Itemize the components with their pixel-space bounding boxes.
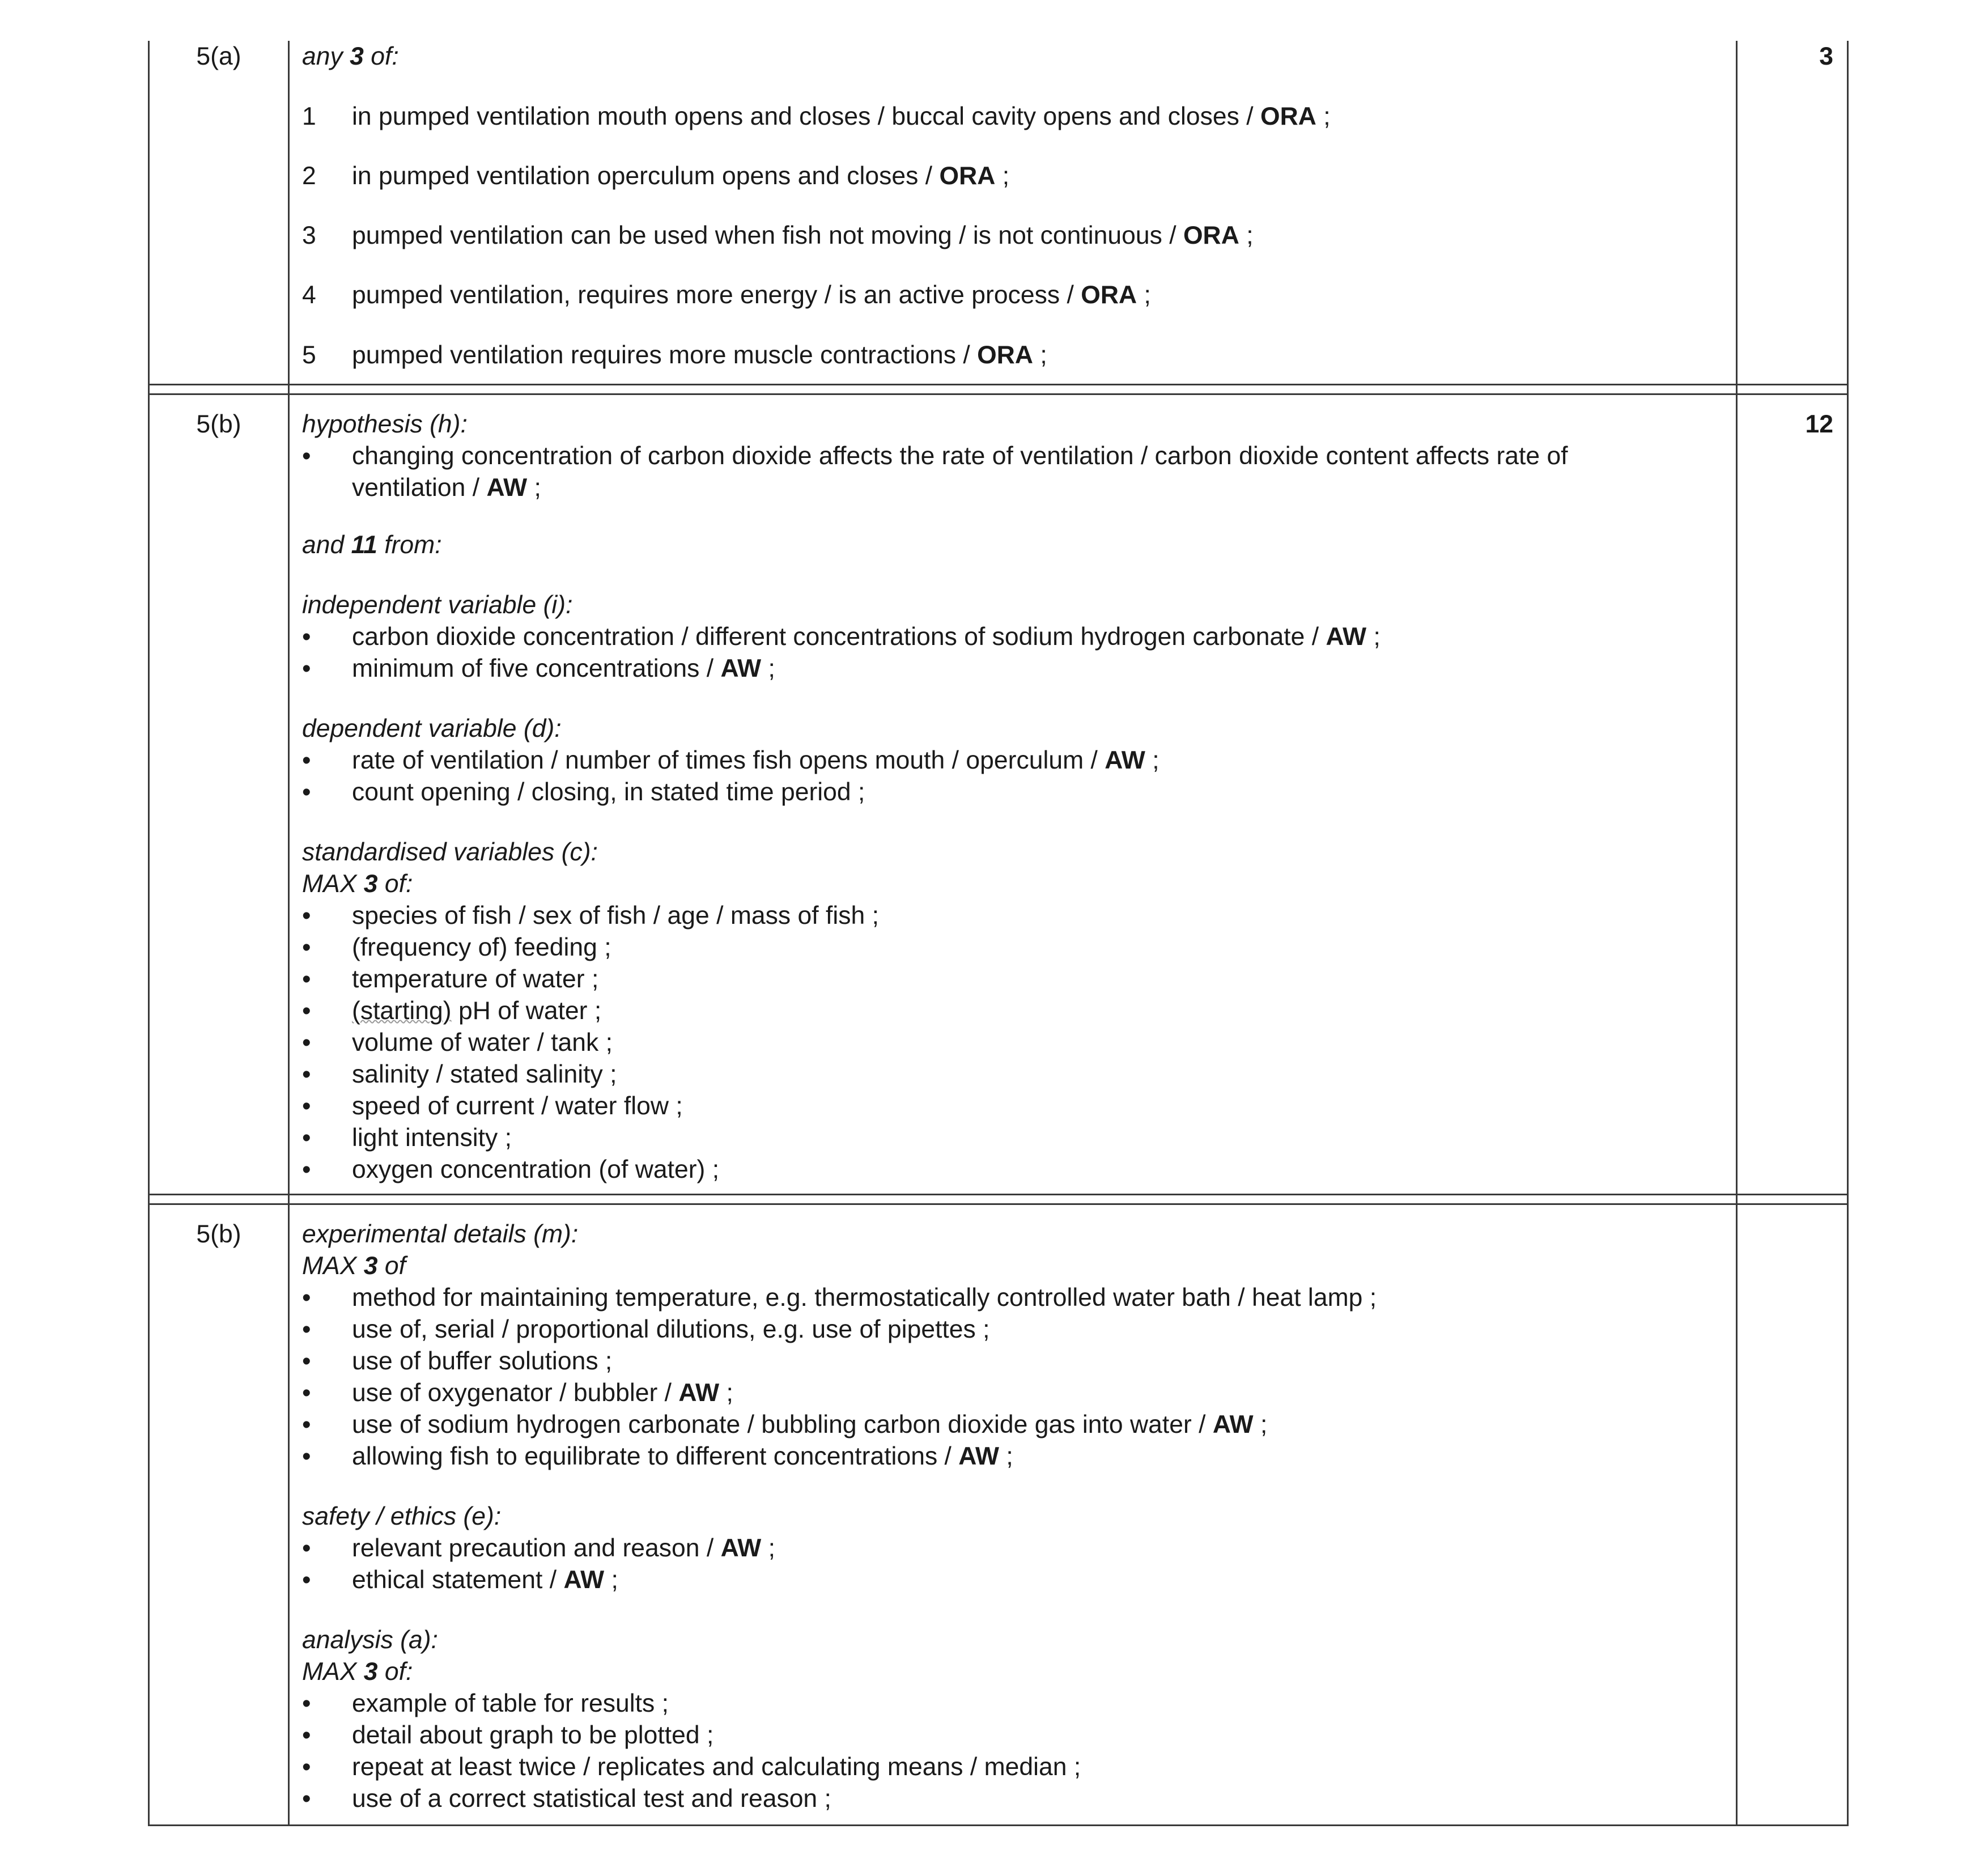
column-divider-question bbox=[288, 41, 290, 1826]
bullet-item: • temperature of water ; bbox=[302, 965, 599, 993]
marks-value: 3 bbox=[1819, 43, 1833, 70]
max-instruction: MAX 3 of: bbox=[302, 1658, 413, 1686]
section-heading: independent variable (i): bbox=[302, 591, 573, 619]
answer-point: 4 pumped ventilation, requires more energy / is an active process / ORA ; bbox=[302, 281, 1151, 309]
bullet-item: • minimum of five concentrations / AW ; bbox=[302, 655, 775, 682]
answer-point: 2 in pumped ventilation operculum opens and closes / ORA ; bbox=[302, 162, 1010, 190]
max-instruction: MAX 3 of bbox=[302, 1252, 406, 1280]
spellcheck-underlined-word: (starting) bbox=[352, 997, 452, 1025]
bullet-item: • carbon dioxide concentration / different concentrations of sodium hydrogen carbonate / AW ; bbox=[302, 623, 1380, 651]
row-separator bbox=[148, 384, 1849, 395]
instruction-line: any 3 of: bbox=[302, 43, 399, 70]
bullet-item: • salinity / stated salinity ; bbox=[302, 1060, 617, 1088]
bullet-item: • oxygen concentration (of water) ; bbox=[302, 1156, 720, 1183]
instruction-line: and 11 from: bbox=[302, 531, 442, 559]
bullet-item: • use of a correct statistical test and reason ; bbox=[302, 1785, 831, 1813]
bullet-item: • ethical statement / AW ; bbox=[302, 1566, 618, 1594]
section-heading: experimental details (m): bbox=[302, 1220, 579, 1248]
bullet-continuation: ventilation / AW ; bbox=[352, 474, 541, 502]
bullet-item: • use of, serial / proportional dilutions, e.g. use of pipettes ; bbox=[302, 1315, 990, 1343]
answer-point: 3 pumped ventilation can be used when fish not moving / is not continuous / ORA ; bbox=[302, 222, 1254, 249]
bullet-item: • (starting) pH of water ; bbox=[302, 997, 602, 1025]
section-heading: dependent variable (d): bbox=[302, 715, 562, 742]
bullet-item: • use of sodium hydrogen carbonate / bubbling carbon dioxide gas into water / AW ; bbox=[302, 1411, 1268, 1438]
bullet-item: • use of buffer solutions ; bbox=[302, 1347, 613, 1375]
question-number: 5(b) bbox=[196, 1220, 241, 1248]
question-number: 5(b) bbox=[196, 410, 241, 438]
bullet-item: • volume of water / tank ; bbox=[302, 1029, 613, 1056]
bullet-item: • relevant precaution and reason / AW ; bbox=[302, 1534, 776, 1562]
row-separator bbox=[148, 1194, 1849, 1205]
bullet-item: • (frequency of) feeding ; bbox=[302, 933, 611, 961]
column-divider-marks bbox=[1736, 41, 1738, 1826]
answer-point: 5 pumped ventilation requires more muscle contractions / ORA ; bbox=[302, 341, 1047, 369]
bullet-item: • count opening / closing, in stated time period ; bbox=[302, 778, 865, 806]
max-instruction: MAX 3 of: bbox=[302, 870, 413, 898]
bullet-item: • repeat at least twice / replicates and calculating means / median ; bbox=[302, 1753, 1081, 1781]
section-heading: hypothesis (h): bbox=[302, 410, 468, 438]
bullet-item: • detail about graph to be plotted ; bbox=[302, 1721, 714, 1749]
bullet-item: • species of fish / sex of fish / age / mass of fish ; bbox=[302, 902, 879, 930]
bullet-item: • method for maintaining temperature, e.g. thermostatically controlled water bath / heat lamp ; bbox=[302, 1284, 1377, 1312]
bullet-item: • light intensity ; bbox=[302, 1124, 512, 1152]
answer-point: 1 in pumped ventilation mouth opens and closes / buccal cavity opens and closes / ORA ; bbox=[302, 103, 1331, 130]
section-heading: analysis (a): bbox=[302, 1626, 438, 1654]
section-heading: safety / ethics (e): bbox=[302, 1503, 502, 1530]
marks-value: 12 bbox=[1805, 410, 1833, 438]
bullet-item: • allowing fish to equilibrate to different concentrations / AW ; bbox=[302, 1442, 1013, 1470]
bullet-item: • example of table for results ; bbox=[302, 1690, 669, 1717]
bullet-item: • changing concentration of carbon dioxide affects the rate of ventilation / carbon dioxide content affects rate of bbox=[302, 442, 1568, 470]
question-number: 5(a) bbox=[196, 43, 241, 70]
bullet-item: • speed of current / water flow ; bbox=[302, 1092, 683, 1120]
section-heading: standardised variables (c): bbox=[302, 838, 598, 866]
bullet-item: • rate of ventilation / number of times fish opens mouth / operculum / AW ; bbox=[302, 746, 1159, 774]
bullet-item: • use of oxygenator / bubbler / AW ; bbox=[302, 1379, 733, 1407]
